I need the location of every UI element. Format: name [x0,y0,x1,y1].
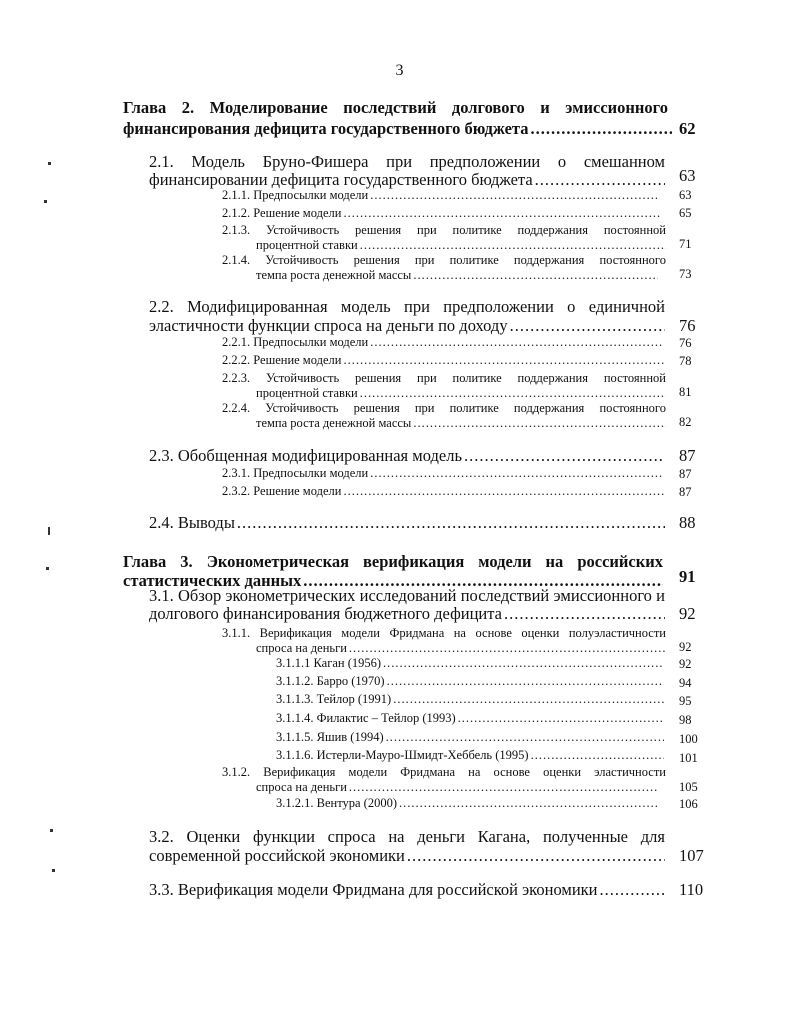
toc-page-number: 62 [679,119,696,138]
toc-page-number: 81 [679,385,692,399]
toc-title-leader-line: 2.4. Выводы ..... [149,515,665,532]
toc-page-number: 105 [679,780,698,794]
toc-title-line: 2.2.3. Устойчивость решения при политике поддержания постоянной [222,371,666,385]
toc-page-number: 98 [679,713,692,727]
toc-subsubsection-3-1-1-5[interactable] [276,729,664,745]
scan-speck [50,829,53,832]
toc-subsection-2-2-2[interactable] [222,352,664,368]
toc-title-leader-line: спроса на деньги ..... [256,642,666,655]
toc-page-number: 63 [679,188,692,202]
toc-chapter-3[interactable] [123,550,663,590]
toc-subsection-2-1-1[interactable] [222,187,660,203]
toc-page-number: 73 [679,267,692,281]
toc-title-leader-line: 2.2.1. Предпосылки модели ..... [222,336,664,349]
toc-title-leader-line: 2.2.2. Решение модели ..... [222,354,664,367]
toc-title-leader-line: спроса на деньги ..... [256,781,658,794]
toc-subsection-2-2-4[interactable] [222,400,666,432]
toc-page-number: 92 [679,657,692,671]
toc-section-2-2[interactable] [149,296,665,336]
toc-title-leader-line: 3.1.1.6. Истерли-Мауро-Шмидт-Хеббель (1995) ..... [276,749,664,762]
toc-page-number: 106 [679,797,698,811]
toc-page-number: 91 [679,567,696,586]
toc-subsection-2-2-3[interactable] [222,370,666,402]
toc-subsubsection-3-1-1-4[interactable] [276,710,664,726]
toc-title-leader-line: 3.1.1.3. Тейлор (1991) ..... [276,693,664,706]
toc-subsection-2-3-2[interactable] [222,483,664,499]
toc-page-number: 87 [679,446,696,465]
toc-title-leader-line: эластичности функции спроса на деньги по доходу ..... [149,318,665,335]
toc-title-leader-line: 3.1.1.2. Барро (1970) ..... [276,675,664,688]
toc-title-leader-line: финансирования дефицита государственного бюджета ..... [123,121,672,138]
toc-title-leader-line: 3.1.2.1. Вентура (2000) ..... [276,797,658,810]
toc-subsection-2-3-1[interactable] [222,465,664,481]
toc-section-2-1[interactable] [149,150,665,190]
scan-speck [44,200,47,203]
toc-title-leader-line: статистических данных ..... [123,573,663,590]
toc-title-leader-line: 2.1.1. Предпосылки модели ..... [222,189,660,202]
toc-title-leader-line: темпа роста денежной массы ..... [256,417,666,430]
toc-title-leader-line: процентной ставки ..... [256,239,666,252]
toc-title-leader-line: 2.3.2. Решение модели ..... [222,485,664,498]
scan-speck [52,869,55,872]
toc-subsection-2-1-4[interactable] [222,252,666,284]
toc-title-leader-line: 3.1.1.5. Яшив (1994) ..... [276,731,664,744]
scan-speck [46,567,49,570]
toc-title-line: 2.1.3. Устойчивость решения при политике поддержания постоянной [222,223,666,237]
toc-title-line: 3.1.2. Верификация модели Фридмана на основе оценки эластичности [222,765,666,779]
toc-title-line: 3.1.1. Верификация модели Фридмана на основе оценки полуэластичности [222,626,666,640]
toc-page-number: 95 [679,694,692,708]
toc-title-leader-line: 2.3.1. Предпосылки модели ..... [222,467,664,480]
toc-page-number: 94 [679,676,692,690]
toc-subsubsection-3-1-1-6[interactable] [276,747,664,763]
toc-page-number: 71 [679,237,692,251]
toc-page-number: 63 [679,166,696,185]
toc-page-number: 92 [679,640,692,654]
toc-title-leader-line: 3.1.1.1 Каган (1956) ..... [276,657,664,670]
toc-page-number: 101 [679,751,698,765]
toc-title-line: 2.1.4. Устойчивость решения при политике поддержания постоянного [222,253,666,267]
toc-title-line: 3.2. Оценки функции спроса на деньги Кагана, полученные для [149,827,665,846]
toc-page-number: 76 [679,336,692,350]
toc-subsection-2-1-3[interactable] [222,222,666,254]
toc-section-2-3[interactable] [149,446,665,466]
toc-subsection-3-1-2[interactable] [222,764,666,796]
toc-title-line: 2.2. Модифицированная модель при предположении о единичной [149,297,665,316]
toc-section-2-4[interactable] [149,513,665,533]
toc-subsection-2-2-1[interactable] [222,334,664,350]
toc-page-number: 76 [679,316,696,335]
toc-page-number: 100 [679,732,698,746]
page-number: 3 [395,62,404,79]
toc-title-leader-line: процентной ставки ..... [256,387,666,400]
toc-section-3-1[interactable] [149,585,665,625]
toc-page-number: 87 [679,467,692,481]
toc-chapter-2[interactable] [123,96,668,136]
toc-subsection-2-1-2[interactable] [222,205,660,221]
toc-title-line: 3.1. Обзор эконометрических исследований последствий эмиссионного и [149,586,665,605]
toc-subsubsection-3-1-1-2[interactable] [276,673,664,689]
toc-title-leader-line: долгового финансирования бюджетного дефицита ..... [149,606,665,623]
toc-section-3-3[interactable] [149,880,665,900]
toc-subsection-3-1-1[interactable] [222,625,666,657]
toc-title-leader-line: 3.3. Верификация модели Фридмана для российской экономики ..... [149,882,665,899]
scan-speck [48,527,50,535]
toc-title-line: Глава 3. Эконометрическая верификация модели на российских [123,552,663,571]
toc-page-number: 87 [679,485,692,499]
toc-page-number: 92 [679,604,696,623]
toc-title-line: 2.2.4. Устойчивость решения при политике поддержания постоянного [222,401,666,415]
scan-speck [48,162,51,165]
toc-page-number: 65 [679,206,692,220]
toc-section-3-2[interactable] [149,826,665,866]
toc-page-number: 107 [679,846,704,865]
toc-title-leader-line: темпа роста денежной массы ..... [256,269,658,282]
toc-page-number: 78 [679,354,692,368]
toc-title-line: 2.1. Модель Бруно-Фишера при предположении о смешанном [149,152,665,171]
toc-title-leader-line: финансировании дефицита государственного бюджета ..... [149,172,665,189]
toc-subsubsection-3-1-2-1[interactable] [276,795,658,811]
toc-title-leader-line: 3.1.1.4. Филактис – Тейлор (1993) ..... [276,712,664,725]
toc-title-leader-line: 2.3. Обобщенная модифицированная модель ..... [149,448,665,465]
toc-title-leader-line: 2.1.2. Решение модели ..... [222,207,660,220]
toc-page-number: 82 [679,415,692,429]
toc-subsubsection-3-1-1-3[interactable] [276,691,664,707]
toc-page-number: 110 [679,880,704,899]
toc-title-leader-line: современной российской экономики ..... [149,848,665,865]
toc-title-line: Глава 2. Моделирование последствий долгового и эмиссионного [123,98,668,117]
toc-page-number: 88 [679,513,696,532]
toc-subsubsection-3-1-1-1[interactable] [276,655,664,671]
